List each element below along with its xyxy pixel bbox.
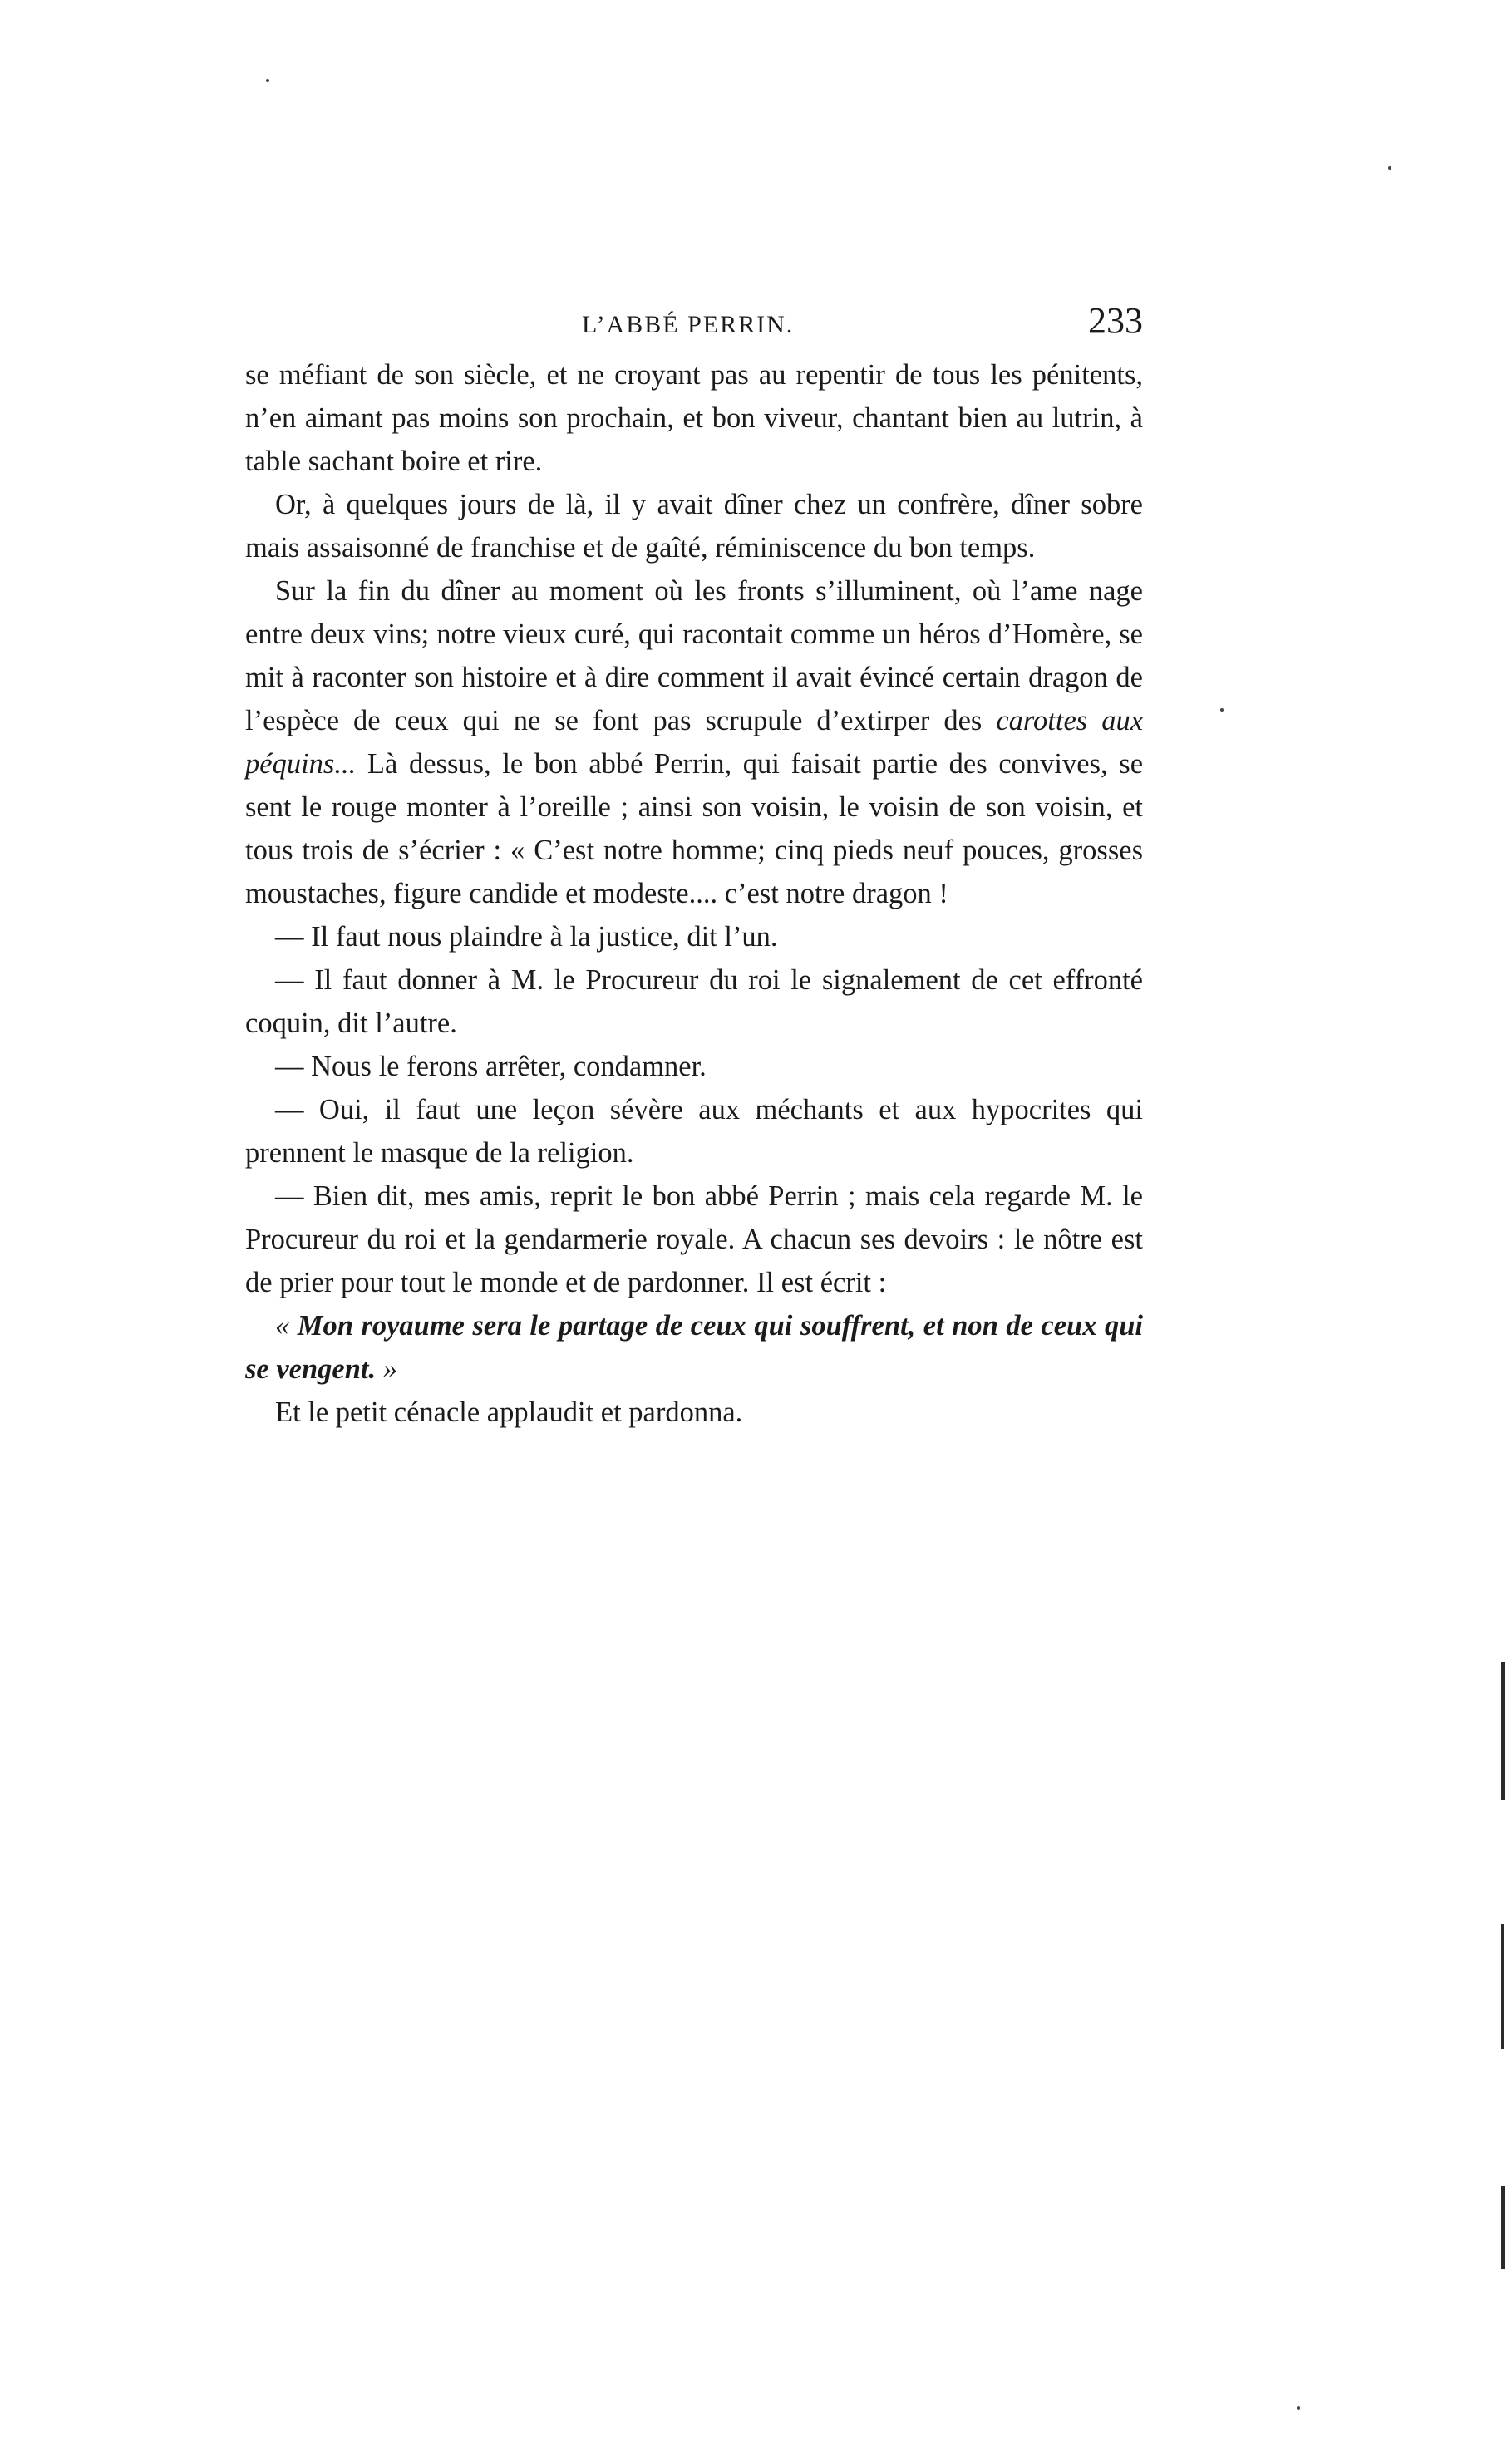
dialogue-line: — Nous le ferons arrêter, condamner. xyxy=(275,1051,707,1082)
page-header xyxy=(249,299,1143,349)
paragraph: Et le petit cénacle applaudit et pardonna. xyxy=(275,1396,743,1428)
paragraph-text: Sur la fin du dîner au moment où les fronts s’illuminent, où l’ame nage entre deux vins; notre vieux curé, qui racontait comme un héros d’Homère, se mit à raconter son histoire et à dire comment il avait évincé certain dragon de l’espèce de ceux qui ne se font pas scrupule d’extirper des xyxy=(245,575,1143,736)
italic-phrase: carottes aux péquins... xyxy=(245,705,1144,780)
body-text xyxy=(245,353,1143,1434)
scan-speck xyxy=(266,79,269,82)
running-head: L’ABBÉ PERRIN. xyxy=(582,311,795,338)
page-number: 233 xyxy=(1088,300,1143,341)
scan-speck xyxy=(1220,708,1224,712)
close-guillemet: » xyxy=(382,1353,398,1385)
paragraph: se méfiant de son siècle, et ne croyant pas au repentir de tous les pénitents, n’en aimant pas moins son prochain, et bon viveur, chantant bien au lutrin, à table sachant boire et rire. xyxy=(245,359,1143,477)
open-guillemet: « xyxy=(275,1310,290,1342)
paragraph: Or, à quelques jours de là, il y avait dîner chez un confrère, dîner sobre mais assaisonné de franchise et de gaîté, réminiscence du bon temps. xyxy=(245,489,1143,564)
paragraph-text: Là dessus, le bon abbé Perrin, qui faisait partie des convives, se sent le rouge monter à l’oreille ; ainsi son voisin, le voisin de son voisin, et tous trois de s’écrier : « C’est notre homme; cinq pieds neuf pouces, grosses moustaches, figure candide et modeste.... c’est notre dragon ! xyxy=(245,748,1144,909)
dialogue-line: — Oui, il faut une leçon sévère aux méchants et aux hypocrites qui prennent le masque de la religion. xyxy=(245,1094,1143,1169)
scripture-quote xyxy=(245,1304,1143,1391)
quote-text: Mon royaume sera le partage de ceux qui souffrent, et non de ceux qui se vengent. xyxy=(245,1310,1144,1385)
scan-edge-mark xyxy=(1501,2186,1505,2269)
scan-edge-mark xyxy=(1501,1662,1505,1800)
scan-edge-mark xyxy=(1501,1924,1504,2049)
dialogue-line: — Il faut donner à M. le Procureur du roi le signalement de cet effronté coquin, dit l’autre. xyxy=(245,964,1143,1039)
scan-speck xyxy=(1297,2406,1300,2410)
scan-speck xyxy=(1388,166,1391,170)
dialogue-line: — Bien dit, mes amis, reprit le bon abbé Perrin ; mais cela regarde M. le Procureur du roi et la gendarmerie royale. A chacun ses devoirs : le nôtre est de prier pour tout le monde et de pardonner. Il est écrit : xyxy=(245,1180,1143,1298)
paragraph xyxy=(245,569,1143,915)
dialogue-line: — Il faut nous plaindre à la justice, dit l’un. xyxy=(275,921,778,953)
